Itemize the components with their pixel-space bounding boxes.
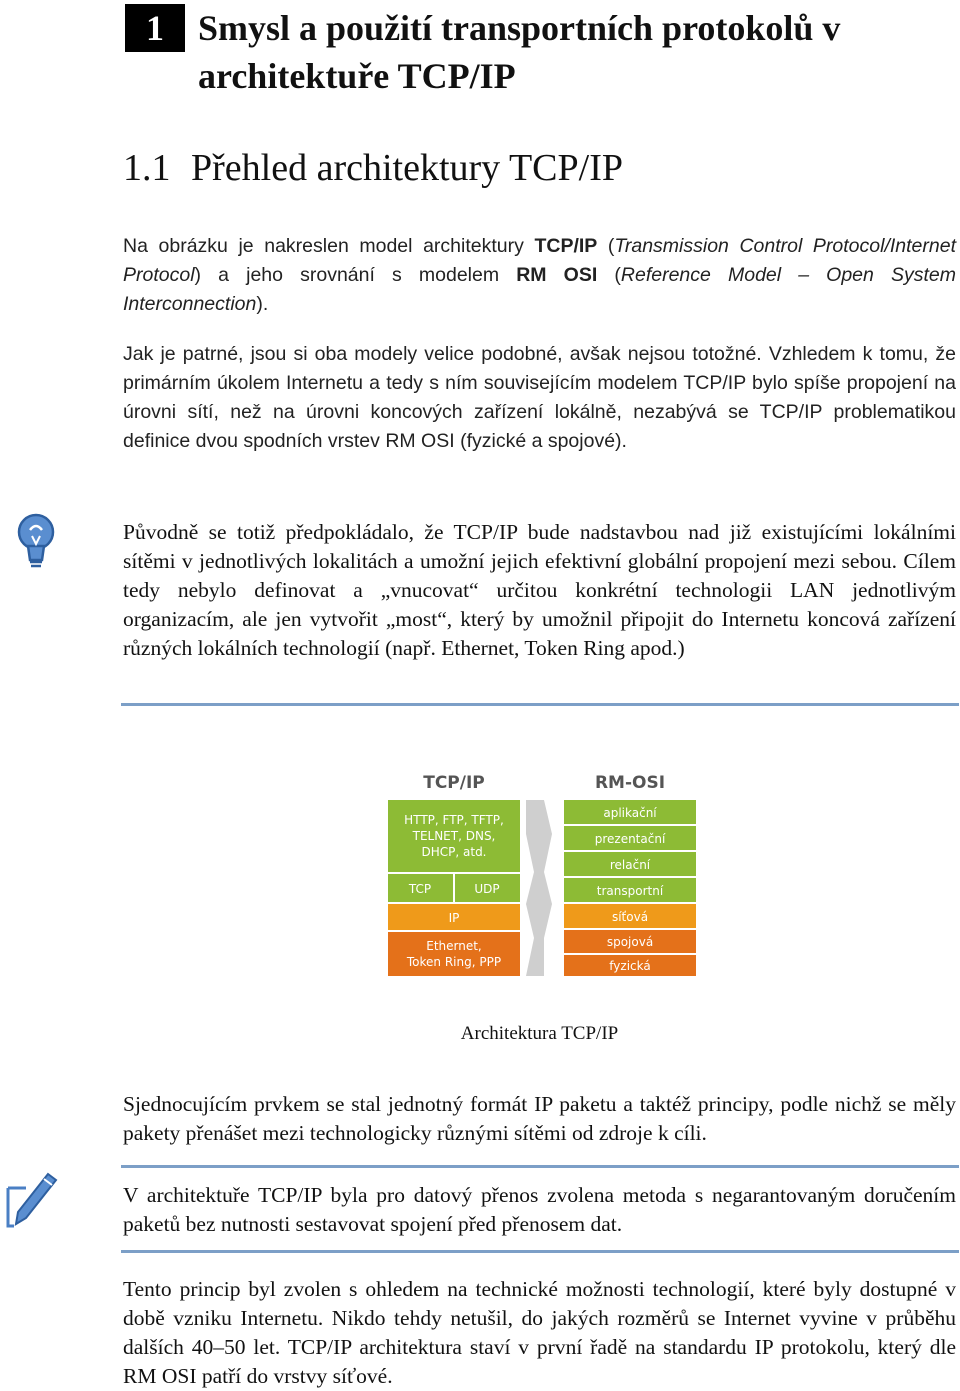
- figure-caption: Architektura TCP/IP: [460, 1023, 619, 1044]
- lightbulb-icon: [12, 510, 60, 574]
- tcpip-ip-label: IP: [448, 911, 460, 925]
- section-title: Přehled architektury TCP/IP: [191, 147, 624, 189]
- section-number: 1.1: [123, 147, 171, 189]
- osi-label-session: relační: [609, 858, 651, 872]
- osi-label-physical: fyzická: [609, 959, 651, 973]
- comparison-paragraph: Jak je patrné, jsou si oba modely velice podobné, avšak nejsou totožné. Vzhledem k tomu, že primárním úkolem Internetu a tedy s ním souvisejícím modelem TCP/IP bylo spíše propojení na úrovni sítí, než na úrovni koncových zařízení lokálně, nezabývá se TCP/IP problematikou definice dvou spodních vrstev RM OSI (fyzické a spojové).: [123, 343, 956, 452]
- osi-label-network: síťová: [611, 910, 649, 924]
- history-paragraph: Původně se totiž předpokládalo, že TCP/IP bude nadstavbou nad již existujícími lokálními sítěmi v jednotlivých lokalitách a umožní jejich efektivní globální propojení mezi sebou. Cílem tedy nebylo definovat a „vnucovat“ určitou konkrétní technologii LAN jednotlivým organizacím, ale jen vytvořit „most“, který by umožnil připojit do Internetu koncová zařízení různých lokálních technologií (např. Ethernet, Token Ring apod.): [123, 520, 956, 660]
- tcpip-app-line-3: DHCP, atd.: [421, 845, 487, 859]
- definition-rule-top: [121, 1165, 959, 1168]
- principle-paragraph: Tento princip byl zvolen s ohledem na technické možnosti technologií, které byly dostupné v době vzniku Internetu. Nikdo tehdy netušil, do jakých rozměrů se Internet vyvine v průběhu dalších 40–50 let. TCP/IP architektura staví v první řadě na standardu IP protokolu, který dle RM OSI patří do vrstvy síťové.: [123, 1277, 956, 1388]
- tcpip-app-line-1: HTTP, FTP, TFTP,: [404, 813, 504, 827]
- architecture-diagram: [388, 766, 696, 980]
- tcpip-udp-label: UDP: [474, 882, 500, 896]
- osi-label-datalink: spojová: [606, 935, 654, 949]
- tcpip-tcp-label: TCP: [408, 882, 432, 896]
- chapter-title: Smysl a použití transportních protokolů v architektuře TCP/IP: [198, 8, 841, 96]
- tcpip-header: TCP/IP: [423, 773, 485, 793]
- osi-label-application: aplikační: [603, 806, 657, 820]
- definition-rule-bottom: [121, 1250, 959, 1253]
- chevron-separator: [526, 800, 552, 976]
- section-divider: [121, 703, 959, 706]
- section-heading: [123, 144, 623, 192]
- tcpip-app-line-2: TELNET, DNS,: [412, 829, 496, 843]
- pencil-icon: [4, 1170, 58, 1232]
- tcpip-link-line-1: Ethernet,: [426, 939, 482, 953]
- tcpip-link-line-2: Token Ring, PPP: [406, 955, 502, 969]
- osi-label-presentation: prezentační: [594, 832, 666, 846]
- unifying-paragraph: Sjednocujícím prvkem se stal jednotný formát IP paketu a taktéž principy, podle nichž se měly pakety přenášet mezi technologicky různými sítěmi od zdroje k cíli.: [123, 1092, 956, 1145]
- chapter-number: 1: [125, 4, 185, 52]
- definition-paragraph: V architektuře TCP/IP byla pro datový přenos zvolena metoda s negarantovaným doručením paketů bez nutnosti sestavovat spojení před přenosem dat.: [123, 1183, 956, 1236]
- intro-paragraph: Na obrázku je nakreslen model architektury TCP/IP (Transmission Control Protocol/Internet Protocol) a jeho srovnání s modelem RM OSI (Reference Model – Open System Interconnection).: [123, 235, 957, 315]
- osi-label-transport: transportní: [596, 884, 664, 898]
- rmosi-header: RM-OSI: [594, 773, 666, 793]
